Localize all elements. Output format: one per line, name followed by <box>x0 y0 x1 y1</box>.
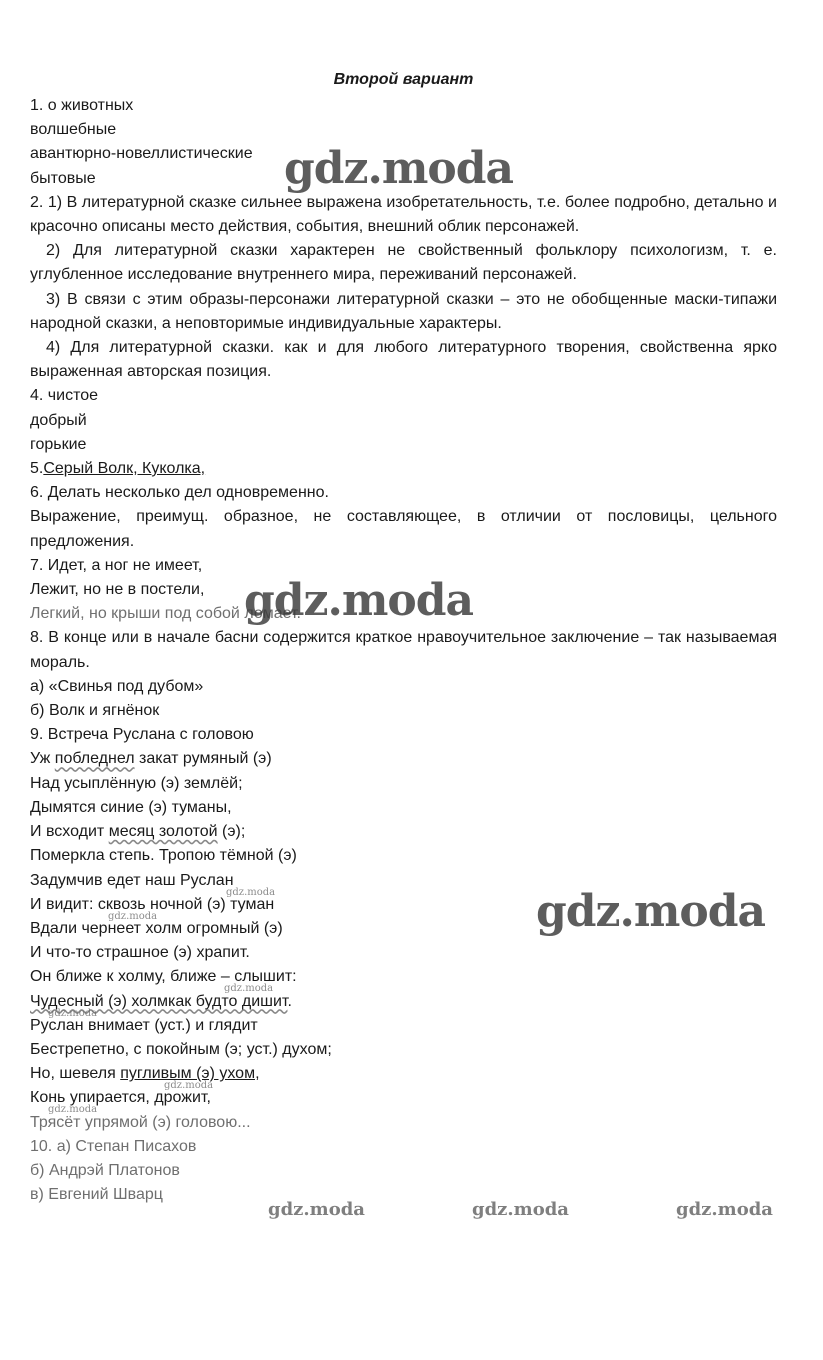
answer-10-line-2: б) Андрэй Платонов <box>30 1161 180 1179</box>
watermark-logo-2: gdz.moda <box>244 575 474 626</box>
poem-line-2: Над усыплённую (э) землёй; <box>30 774 243 792</box>
answer-1-line-3: авантюрно-новеллистические <box>30 145 253 163</box>
answer-1-line-2: волшебные <box>30 121 117 139</box>
answer-5-number: 5. <box>30 460 44 478</box>
poem-line-11-underlined: Чудесный (э) холмкак будто дишит <box>30 992 288 1010</box>
answer-8-b: б) Волк и ягнёнок <box>30 702 160 720</box>
poem-line-16: Трясёт упрямой (э) головою... <box>30 1113 251 1131</box>
watermark-tiny-6: gdz.moda <box>48 1104 98 1115</box>
watermark-tiny-5: gdz.moda <box>164 1080 214 1091</box>
answer-10-line-1: 10. а) Степан Писахов <box>30 1137 197 1155</box>
watermark-tiny-2: gdz.moda <box>108 911 158 922</box>
poem-line-12: Руслан внимает (уст.) и глядит <box>30 1016 258 1034</box>
poem-line-14-underlined: пугливым (э) ухом, <box>120 1065 260 1083</box>
poem <box>30 747 777 1134</box>
watermark-tiny-1: gdz.moda <box>226 887 276 898</box>
poem-line-11-end: . <box>287 992 292 1010</box>
answer-4-line-1: 4. чистое <box>30 387 99 405</box>
watermark-footer-1: gdz.moda <box>268 1199 365 1220</box>
answer-9-title: 9. Встреча Руслана с головою <box>30 726 254 744</box>
watermark-footer-2: gdz.moda <box>472 1199 569 1220</box>
answer-10-line-3: в) Евгений Шварц <box>30 1186 163 1204</box>
watermark-logo-3: gdz.moda <box>536 886 766 937</box>
answer-2-paragraph-3: 3) В связи с этим образы-персонажи литературной сказки – это не обобщенные маски-типажи народной сказки, а неповторимые индивидуальные характеры. <box>30 290 777 332</box>
poem-line-4 <box>30 820 777 844</box>
poem-line-8: Вдали чернеет холм огромный (э) <box>30 919 283 937</box>
poem-line-10: Он ближе к холму, ближе – слышит: <box>30 968 297 986</box>
watermark-tiny-3: gdz.moda <box>224 983 274 994</box>
answer-8-paragraph: 8. В конце или в начале басни содержится краткое нравоучительное заключение – так называемая мораль. <box>30 629 777 671</box>
answer-6-paragraph-2: Выражение, преимущ. образное, не составляющее, в отличии от пословицы, цельного предложения. <box>30 508 777 550</box>
poem-line-4-start: И всходит <box>30 823 109 841</box>
answer-7-line-1: 7. Идет, а ног не имеет, <box>30 556 203 574</box>
answer-2-paragraph-4: 4) Для литературной сказки. как и для любого литературного творения, свойственна ярко выраженная авторская позиция. <box>30 339 777 381</box>
answer-4-line-2: добрый <box>30 411 87 429</box>
poem-line-11 <box>30 990 777 1014</box>
poem-line-1-end: закат румяный (э) <box>134 750 272 768</box>
watermark-logo-1: gdz.moda <box>284 143 514 194</box>
answer-2-paragraph-2: 2) Для литературной сказки характерен не свойственный фольклору психологизм, т. е. углубленное исследование внутреннего мира, переживаний персонажей. <box>30 242 777 284</box>
answer-6-line-1: 6. Делать несколько дел одновременно. <box>30 484 329 502</box>
watermark-footer-3: gdz.moda <box>676 1199 773 1220</box>
poem-line-13: Бестрепетно, с покойным (э; уст.) духом; <box>30 1040 332 1058</box>
document-page <box>30 68 777 1207</box>
poem-line-1-start: Уж <box>30 750 55 768</box>
poem-line-4-end: (э); <box>217 823 246 841</box>
answer-8-a: а) «Свинья под дубом» <box>30 677 204 695</box>
answer-1-line-4: бытовые <box>30 169 96 187</box>
poem-line-15: Конь упирается, дрожит, <box>30 1089 211 1107</box>
poem-line-1 <box>30 747 777 771</box>
poem-line-4-underlined: месяц золотой <box>108 823 218 841</box>
poem-line-3: Дымятся синие (э) туманы, <box>30 798 232 816</box>
answer-5-text: Серый Волк, Куколка, <box>43 460 206 478</box>
page-title: Второй вариант <box>333 71 474 88</box>
poem-line-14 <box>30 1062 777 1086</box>
poem-line-1-underlined: побледнел <box>54 750 135 768</box>
answer-2-paragraph-1: 2. 1) В литературной сказке сильнее выражена изобретательность, т.е. более подробно, детально и красочно описаны место действия, события, внешний облик персонажей. <box>30 193 777 236</box>
answer-7-line-3: Легкий, но крыши под собой ломает. <box>30 605 301 623</box>
poem-line-9: И что-то страшное (э) храпит. <box>30 944 250 962</box>
answer-1-line-1: 1. о животных <box>30 97 134 114</box>
watermark-tiny-4: gdz.moda <box>48 1008 98 1019</box>
poem-line-7: И видит: сквозь ночной (э) туман <box>30 895 275 913</box>
poem-line-14-start: Но, шевеля <box>30 1065 121 1083</box>
poem-line-5: Померкла степь. Тропою тёмной (э) <box>30 847 297 865</box>
answer-5 <box>30 457 777 481</box>
answer-4-line-3: горькие <box>30 435 87 453</box>
poem-line-6: Задумчив едет наш Руслан <box>30 871 234 889</box>
answer-7-line-2: Лежит, но не в постели, <box>30 581 205 599</box>
